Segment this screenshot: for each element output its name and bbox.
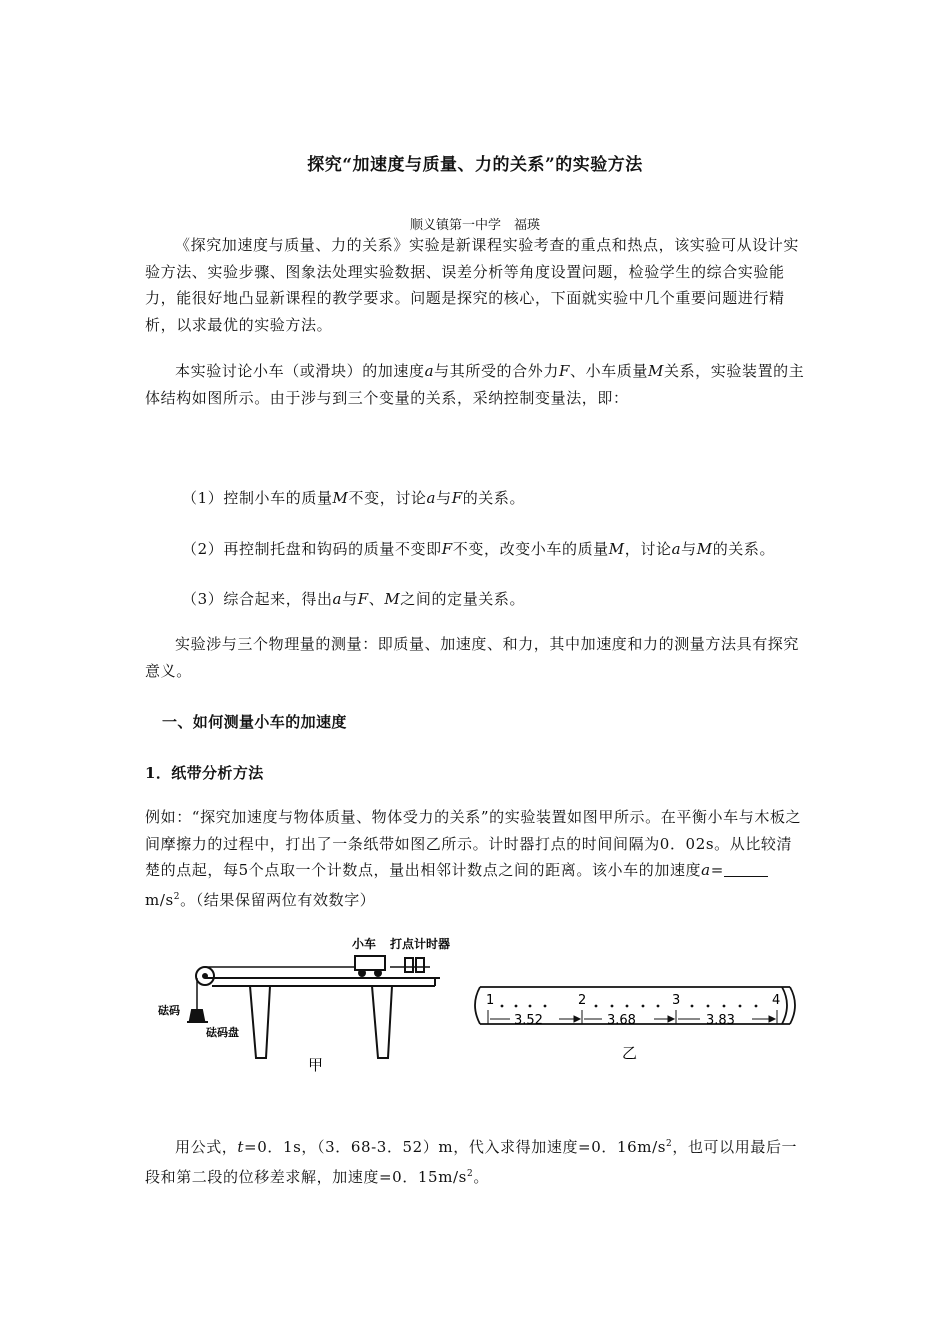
author-line: 顺义镇第一中学 福瑛 <box>409 218 540 233</box>
tape-distance-1: 3.52 <box>514 1013 543 1028</box>
example-paragraph: 例如：“探究加速度与物体质量、物体受力的关系”的实验装置如图甲所示。在平衡小车与木板之间摩擦力的过程中，打出了一条纸带如图乙所示。计时器打点的时间间隔为0．02s。从比较清楚的点起，每5个点取一个计数点，量出相邻计数点之间的距离。该小车的加速度$a=m/s^2$。（结果保留两位有效数字） <box>145 808 802 909</box>
subsection-heading: 1．纸带分析方法 <box>145 764 264 782</box>
weight-label: 砝码 <box>158 1004 180 1017</box>
method-item-2: （2）再控制托盘和钩码的质量不变即F不变，改变小车的质量M，讨论a与M的关系。 <box>182 540 776 558</box>
page-title: 探究“加速度与质量、力的关系”的实验方法 <box>307 155 643 175</box>
apparatus-diagram <box>187 956 440 1058</box>
cart-label: 小车 <box>352 937 377 951</box>
tape-point-3: 3 <box>672 993 681 1008</box>
setup-paragraph: 本实验讨论小车（或滑块）的加速度a与其所受的合外力F、小车质量M关系，实验装置的主体结构如图所示。由于涉与到三个变量的关系，采纳控制变量法，即： <box>145 362 805 407</box>
experiment-figure <box>150 930 810 1080</box>
figure-label-yi: 乙 <box>622 1044 638 1062</box>
intro-paragraph: 《探究加速度与质量、力的关系》实验是新课程实验考查的重点和热点，该实验可从设计实验方法、实验步骤、图象法处理实验数据、误差分析等角度设置问题，检验学生的综合实验能力，能很好地凸显新课程的教学要求。问题是探究的核心，下面就实验中几个重要问题进行精析，以求最优的实验方法。 <box>145 236 800 334</box>
tape-distance-2: 3.68 <box>607 1013 636 1028</box>
figure-label-jia: 甲 <box>308 1056 324 1074</box>
method-item-1: （1）控制小车的质量M不变，讨论a与F的关系。 <box>182 489 526 507</box>
solution-paragraph: 用公式，t=0．1s，（3．68-3．52）m，代入求得加速度=0．$16m/s^2$，也可以用最后一段和第二段的位移差求解，加速度=0．$15m/s^2$。 <box>145 1138 798 1186</box>
tape-dots <box>501 1005 758 1008</box>
answer-blank <box>724 862 768 877</box>
method-item-3: （3）综合起来，得出a与F、M之间的定量关系。 <box>182 590 526 608</box>
section-heading: 一、如何测量小车的加速度 <box>162 713 347 731</box>
measurement-paragraph: 实验涉与三个物理量的测量：即质量、加速度、和力，其中加速度和力的测量方法具有探究意义。 <box>145 635 800 680</box>
timer-label: 打点计时器 <box>390 937 451 951</box>
tape-point-1: 1 <box>486 993 495 1008</box>
tape-point-4: 4 <box>772 993 781 1008</box>
tape-distance-3: 3.83 <box>706 1013 735 1028</box>
tape-point-2: 2 <box>578 993 587 1008</box>
tray-label: 砝码盘 <box>206 1026 239 1039</box>
